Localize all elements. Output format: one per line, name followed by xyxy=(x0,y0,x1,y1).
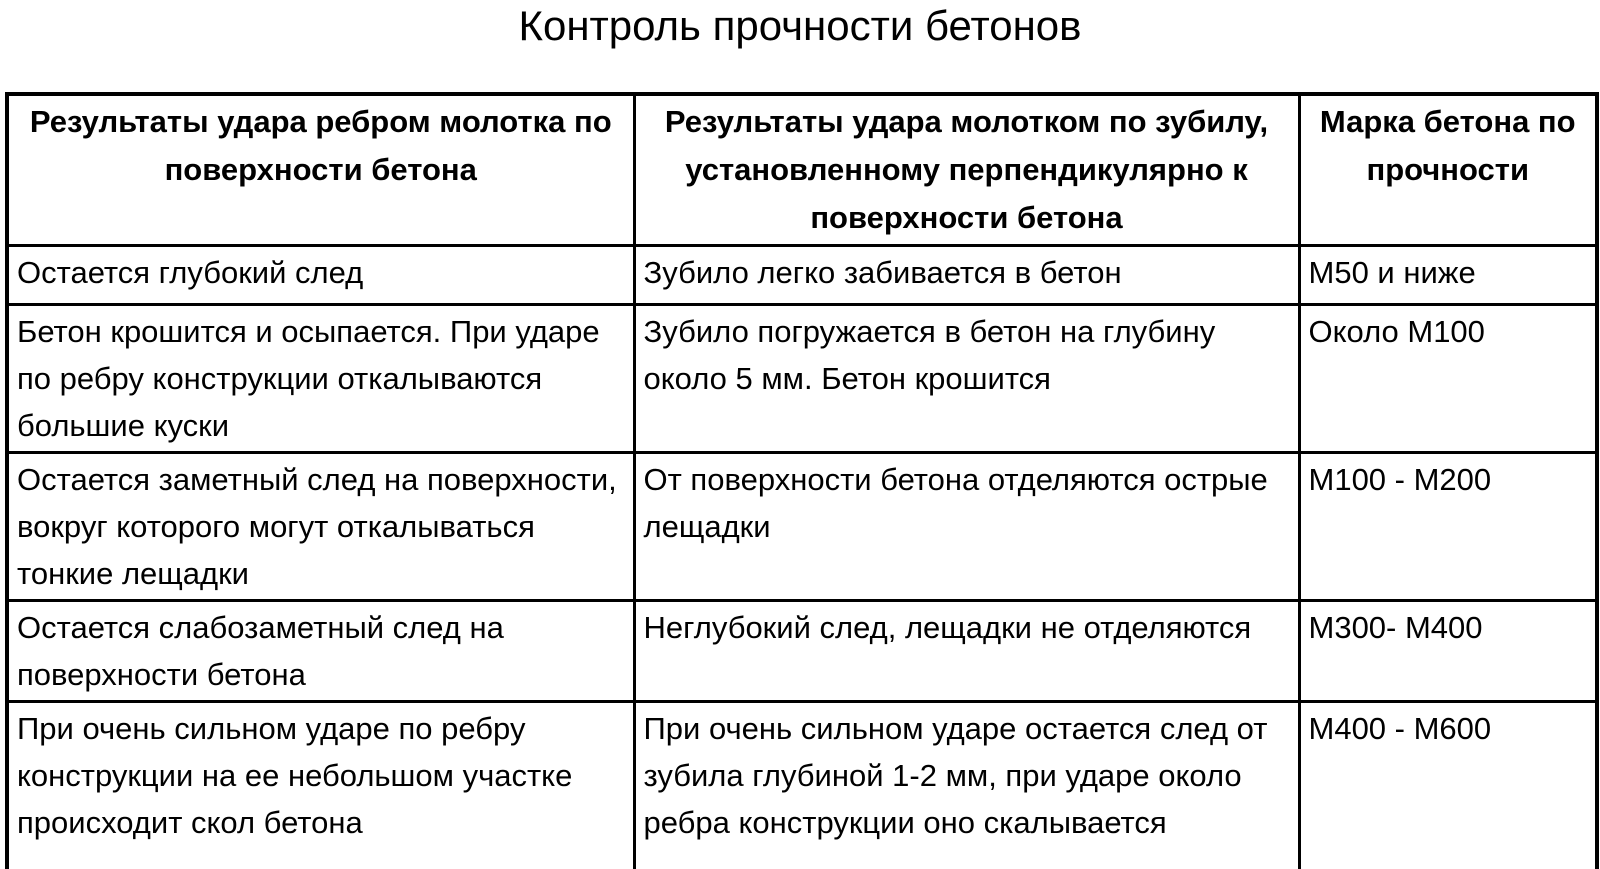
table-cell: От поверхности бетона отделяются острые лещадки xyxy=(634,453,1299,601)
table-row xyxy=(7,453,1597,601)
table-cell: Зубило погружается в бетон на глубину около 5 мм. Бетон крошится xyxy=(634,305,1299,453)
table-row xyxy=(7,601,1597,702)
table-cell: Неглубокий след, лещадки не отделяются xyxy=(634,601,1299,702)
table-cell: При очень сильном ударе по ребру конструкции на ее небольшом участке происходит скол бетона xyxy=(7,702,634,869)
table-cell: Зубило легко забивается в бетон xyxy=(634,246,1299,305)
table-cell: Остается заметный след на поверхности, вокруг которого могут откалываться тонкие лещадки xyxy=(7,453,634,601)
table-cell: Около М100 xyxy=(1299,305,1597,453)
concrete-strength-table xyxy=(5,92,1599,869)
table-cell: М50 и ниже xyxy=(1299,246,1597,305)
table-cell: М400 - М600 xyxy=(1299,702,1597,869)
header-row xyxy=(7,94,1597,246)
page-title: Контроль прочности бетонов xyxy=(518,2,1082,49)
header-cell-grade: Марка бетона по прочности xyxy=(1299,94,1597,246)
table-cell: Остается слабозаметный след на поверхности бетона xyxy=(7,601,634,702)
table-row xyxy=(7,246,1597,305)
table-row xyxy=(7,702,1597,869)
table-cell: М100 - М200 xyxy=(1299,453,1597,601)
table-cell: При очень сильном ударе остается след от зубила глубиной 1-2 мм, при ударе около ребра конструкции оно скалывается xyxy=(634,702,1299,869)
table-cell: М300- М400 xyxy=(1299,601,1597,702)
header-cell-chisel: Результаты удара молотком по зубилу, установленному перпендикулярно к поверхности бетона xyxy=(634,94,1299,246)
table-row xyxy=(7,305,1597,453)
table-cell: Остается глубокий след xyxy=(7,246,634,305)
table-cell: Бетон крошится и осыпается. При ударе по ребру конструкции откалываются большие куски xyxy=(7,305,634,453)
header-cell-hammer-edge: Результаты удара ребром молотка по поверхности бетона xyxy=(7,94,634,246)
